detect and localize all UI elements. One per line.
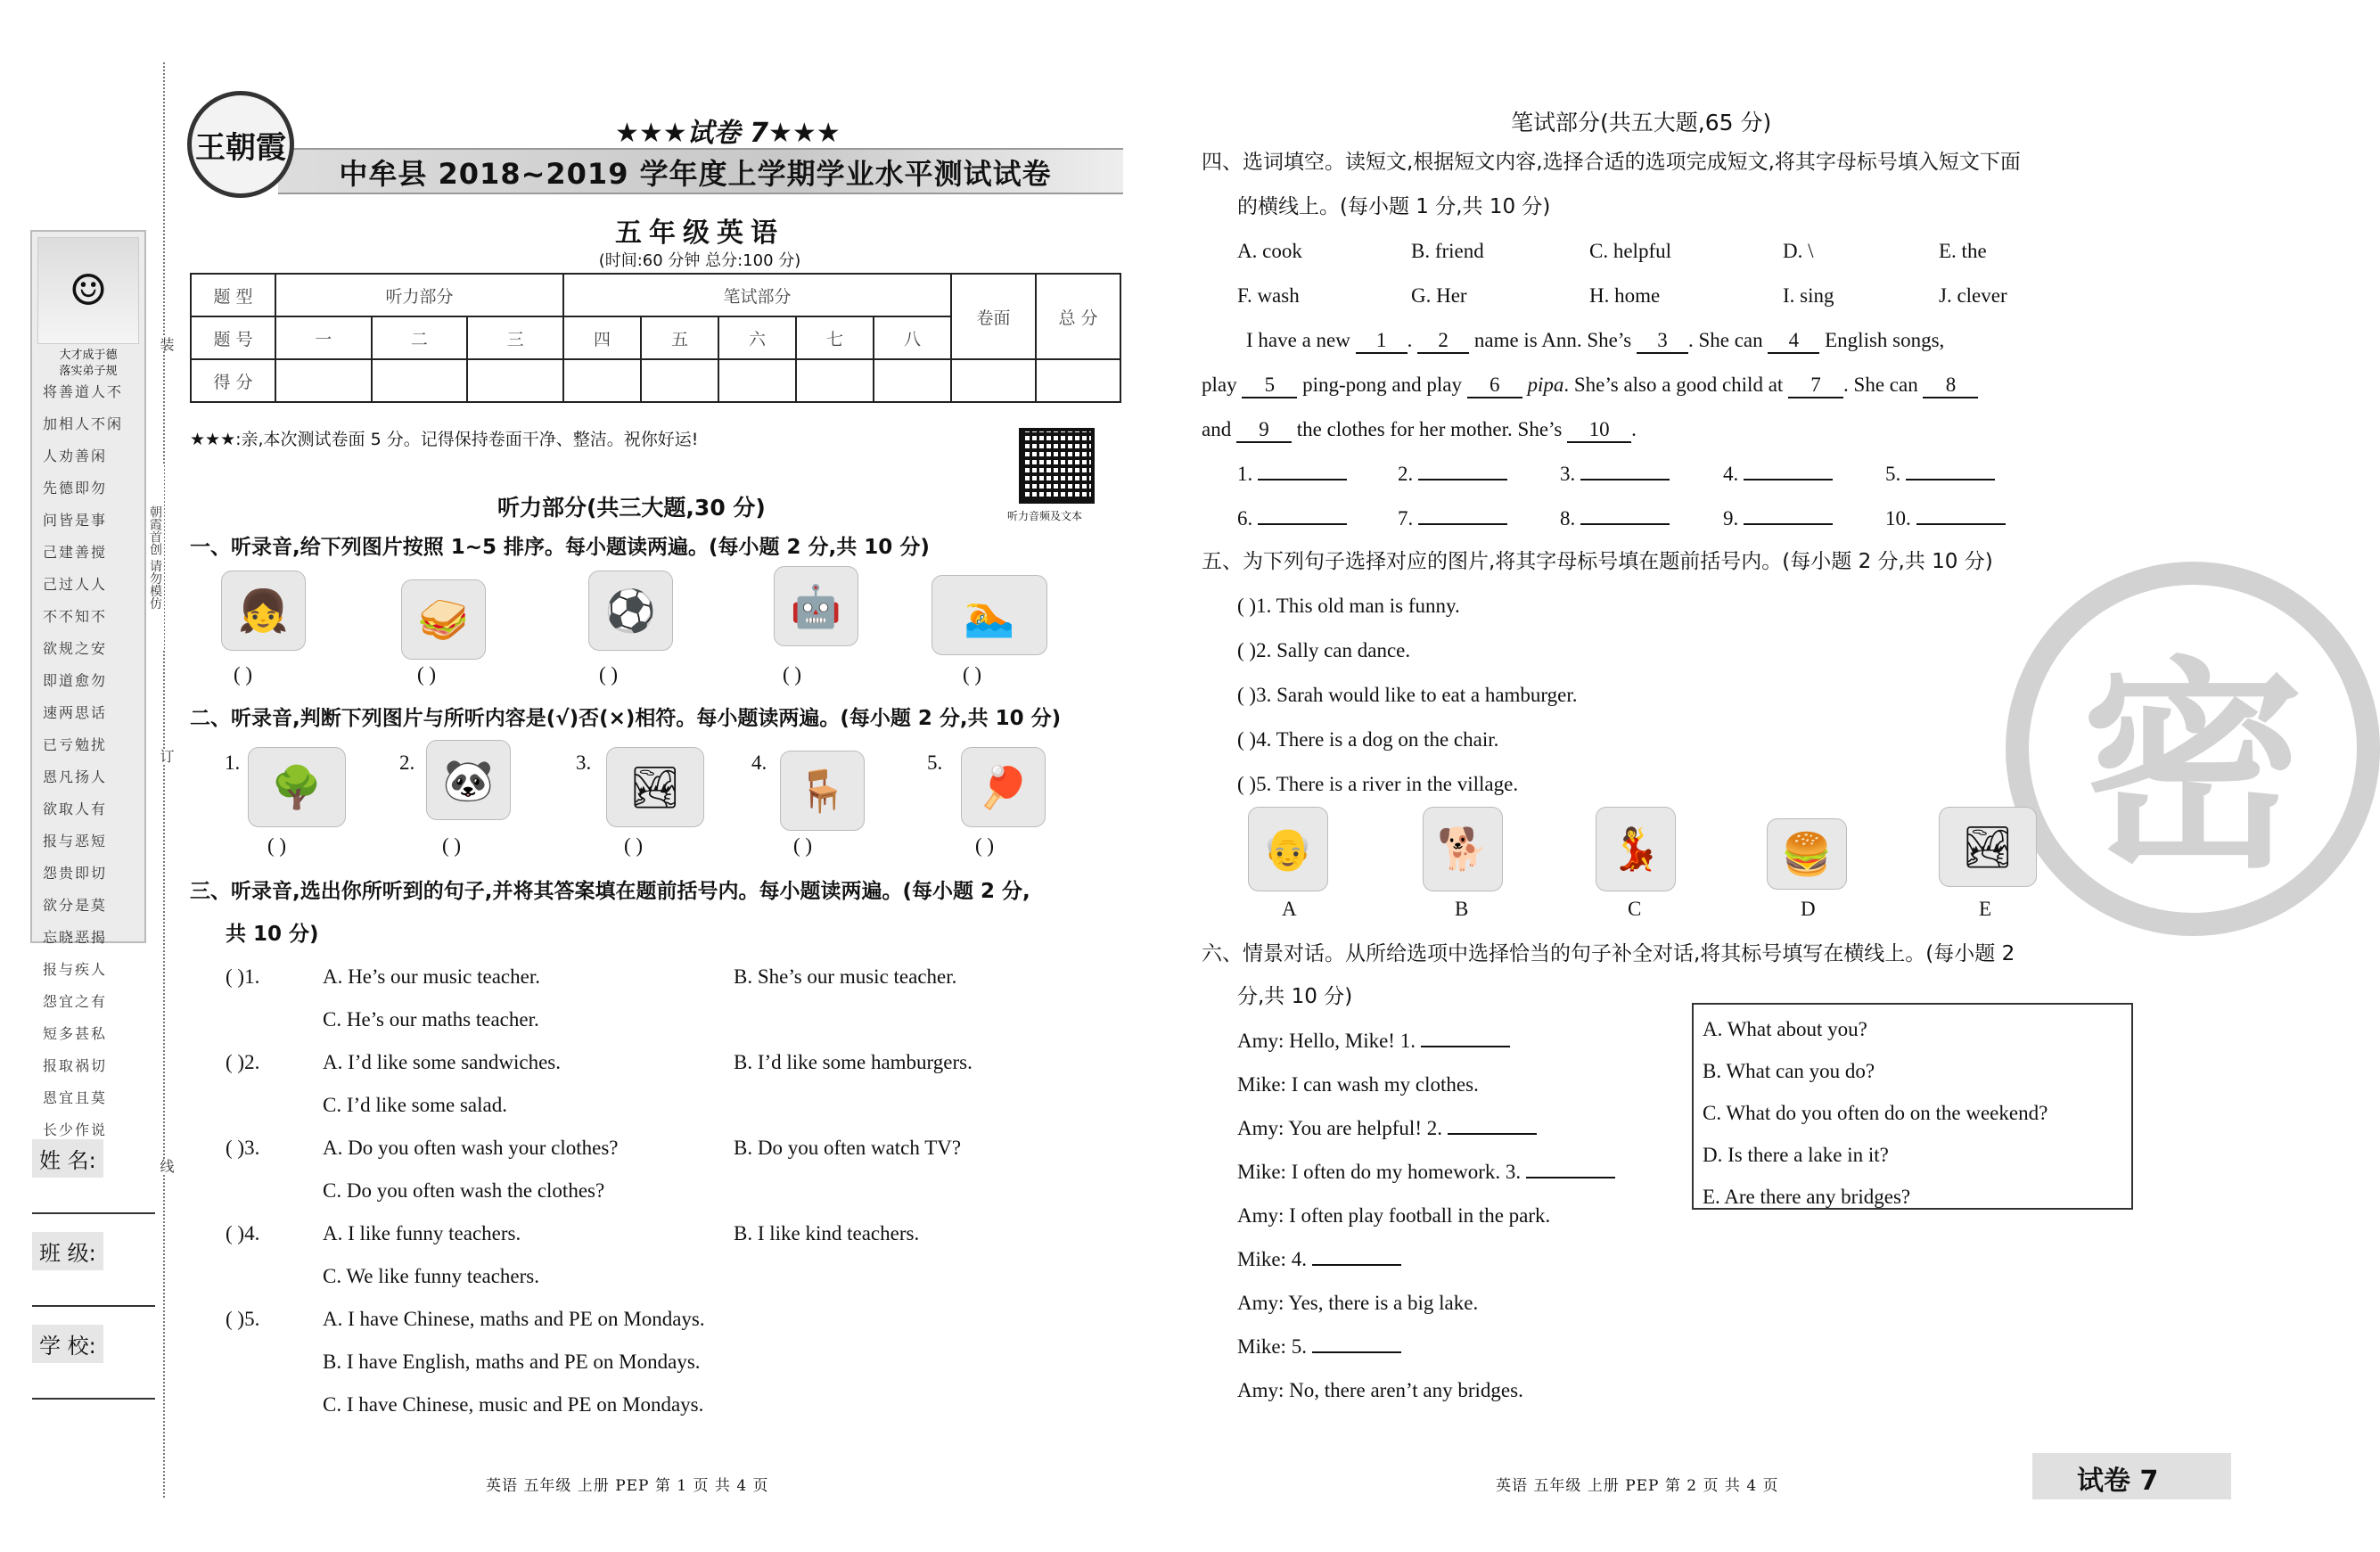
q3-option: C. He’s our maths teacher. — [323, 1008, 539, 1031]
q2-heading: 二、听录音,判断下列图片与所听内容是(√)否(×)相符。每小题读两遍。(每小题 2 分,共 10 分) — [190, 707, 1062, 730]
q3-item-number[interactable]: ( )3. — [226, 1137, 260, 1159]
time-info: (时间:60 分钟 总分:100 分) — [598, 251, 801, 270]
q2-number: 5. — [927, 751, 943, 774]
dialog-blank[interactable] — [1312, 1264, 1401, 1266]
footer-right: 英语 五年级 上册 PEP 第 2 页 共 4 页 — [1496, 1477, 1779, 1495]
dialog-blank[interactable] — [1312, 1351, 1401, 1353]
q4-passage-line-2: play 5 ping-pong and play 6 pipa. She’s also a good child at 7 . She can 8 — [1202, 371, 1978, 399]
q2-answer-paren[interactable]: ( ) — [442, 834, 462, 857]
q5-item[interactable]: ( )4. There is a dog on the chair. — [1237, 728, 1499, 751]
dialog-option: B. What can you do? — [1703, 1060, 1875, 1082]
q4-option: C. helpful — [1589, 240, 1671, 262]
q4-blank[interactable]: 7 — [1788, 374, 1843, 398]
name-field[interactable] — [32, 1212, 155, 1214]
q3-option: C. I’d like some salad. — [323, 1094, 507, 1116]
dialog-option: D. Is there a lake in it? — [1703, 1144, 1889, 1166]
confidential-stamp: 密 — [2006, 562, 2380, 936]
score-input-cell[interactable] — [641, 359, 718, 402]
score-table-cell: 四 — [563, 316, 641, 359]
qr-code-icon[interactable] — [1019, 428, 1095, 504]
q4-option: A. cook — [1237, 240, 1302, 262]
q4-option: H. home — [1589, 284, 1661, 307]
q3-option: A. Do you often wash your clothes? — [323, 1137, 619, 1159]
round-table-icon: 🪑 — [780, 751, 865, 831]
q3-item-number[interactable]: ( )2. — [226, 1051, 260, 1073]
binding-label-1: 装 — [153, 337, 175, 351]
score-table-cell: 六 — [718, 316, 796, 359]
footer-left: 英语 五年级 上册 PEP 第 1 页 共 4 页 — [486, 1477, 769, 1495]
score-input-cell[interactable] — [718, 359, 796, 402]
q3-option: A. He’s our music teacher. — [323, 965, 540, 988]
exam-number-tag: ★★★试卷 7★★★ — [615, 118, 841, 149]
q4-answer-blank[interactable] — [1258, 523, 1347, 525]
dog-on-chair-icon: 🐕 — [1423, 807, 1503, 891]
dialog-blank[interactable] — [1448, 1133, 1537, 1135]
q4-blank[interactable]: 4 — [1768, 329, 1819, 354]
q4-blank[interactable]: 10 — [1567, 418, 1631, 443]
q4-option: B. friend — [1411, 240, 1484, 262]
q4-blank[interactable]: 9 — [1236, 418, 1292, 443]
q5-item[interactable]: ( )1. This old man is funny. — [1237, 595, 1460, 617]
q4-passage-line-3: and 9 the clothes for her mother. She’s 10 . — [1202, 415, 1637, 444]
score-table-cell: 笔试部分 — [563, 274, 951, 316]
q4-option: G. Her — [1411, 284, 1467, 307]
q4-blank[interactable]: 8 — [1923, 374, 1978, 398]
dialog-line: Amy: Yes, there is a big lake. — [1237, 1292, 1479, 1314]
q1-heading: 一、听录音,给下列图片按照 1~5 排序。每小题读两遍。(每小题 2 分,共 10 分) — [190, 536, 930, 559]
q2-answer-paren[interactable]: ( ) — [267, 834, 287, 857]
q4-answer-blank[interactable] — [1580, 479, 1670, 480]
binding-dotted-line — [163, 62, 165, 1498]
q1-answer-paren[interactable]: ( ) — [234, 663, 253, 686]
q2-number: 1. — [225, 751, 241, 774]
river-village-icon: 🏞 — [1939, 807, 2037, 887]
dialog-option: C. What do you often do on the weekend? — [1703, 1102, 2048, 1124]
q3-option: B. She’s our music teacher. — [734, 965, 957, 988]
score-input-cell[interactable] — [874, 359, 951, 402]
ping-pong-icon: 🏓 — [961, 747, 1046, 827]
motto-lines: 将善道人不 加相人不闲 人劝善闲 先德即勿 问皆是事 己建善搅 己过人人 不不知不 欲规之安 即道愈勿 速两思话 已亏勉扰 恩凡扬人 欲取人有 报与恶短 怨贵即切 欲分是莫 忘晓恶揭 报与疾人 怨宜之有 短多甚私 报取祸切 恩宜且莫 长少作说 — [43, 383, 124, 1138]
swimming-icon: 🏊 — [931, 575, 1047, 655]
score-table-cell: 一 — [275, 316, 372, 359]
q4-answer: 5. — [1885, 460, 1995, 489]
motto-panel — [30, 230, 146, 1138]
scholar-figure-icon: ☺ — [37, 237, 139, 344]
score-table-cell: 题 号 — [191, 316, 275, 359]
q4-option: J. clever — [1939, 284, 2007, 307]
q3-option: A. I’d like some sandwiches. — [323, 1051, 561, 1073]
village-river-icon: 🏞 — [606, 747, 704, 827]
q5-item[interactable]: ( )5. There is a river in the village. — [1237, 773, 1519, 795]
q1-answer-paren[interactable]: ( ) — [783, 663, 802, 686]
q4-option: D. \ — [1783, 240, 1814, 262]
score-table-cell: 总 分 — [1036, 274, 1120, 359]
dialog-line: Mike: I often do my homework. 3. — [1237, 1158, 1615, 1187]
dialog-blank[interactable] — [1421, 1046, 1510, 1047]
dialog-line: Amy: No, there aren’t any bridges. — [1237, 1379, 1523, 1401]
q1-answer-paren[interactable]: ( ) — [963, 663, 982, 686]
q4-option: I. sing — [1783, 284, 1834, 307]
q3-option: C. I have Chinese, music and PE on Mondays. — [323, 1393, 704, 1416]
q3-option: A. I like funny teachers. — [323, 1222, 521, 1244]
score-table-cell: 卷面 — [951, 274, 1036, 359]
dialog-blank[interactable] — [1526, 1177, 1615, 1178]
brand-logo: 王朝霞 — [187, 91, 294, 198]
q2-answer-paren[interactable]: ( ) — [793, 834, 813, 857]
q4-answer-blank[interactable] — [1258, 479, 1347, 480]
score-input-cell[interactable] — [951, 359, 1036, 402]
q6-heading-cont: 分,共 10 分) — [1237, 985, 1353, 1008]
q5-picture-label: B — [1455, 898, 1469, 920]
q3-option: B. I’d like some hamburgers. — [734, 1051, 973, 1073]
q3-item-number[interactable]: ( )4. — [226, 1222, 260, 1244]
q5-heading: 五、为下列句子选择对应的图片,将其字母标号填在题前括号内。(每小题 2 分,共 10 分) — [1202, 550, 1993, 573]
qr-caption: 听力音频及文本 — [1007, 510, 1083, 522]
score-input-cell[interactable] — [372, 359, 468, 402]
hamburger-icon: 🍔 — [1767, 818, 1847, 890]
binding-label-3: 线 — [153, 1159, 175, 1173]
score-table-cell: 二 — [372, 316, 468, 359]
score-table-cell: 五 — [641, 316, 718, 359]
q2-number: 3. — [576, 751, 592, 774]
q4-heading: 四、选词填空。读短文,根据短文内容,选择合适的选项完成短文,将其字母标号填入短文下面 — [1202, 151, 2021, 174]
q2-number: 4. — [751, 751, 767, 774]
q4-answer-blank[interactable] — [1418, 479, 1507, 480]
q5-picture-label: A — [1282, 898, 1297, 920]
q4-answer: 1. — [1237, 460, 1347, 489]
score-input-cell[interactable] — [563, 359, 641, 402]
score-input-cell[interactable] — [275, 359, 372, 402]
panda-icon: 🐼 — [426, 740, 511, 820]
q4-passage-line-1: I have a new 1 . 2 name is Ann. She’s 3 . She can 4 English songs, — [1246, 326, 1944, 355]
school-label: 学 校: — [32, 1325, 103, 1363]
q5-item[interactable]: ( )3. Sarah would like to eat a hamburger. — [1237, 684, 1578, 706]
q4-answer: 3. — [1560, 460, 1670, 489]
score-table-cell: 得 分 — [191, 359, 275, 402]
q3-option: C. Do you often wash the clothes? — [323, 1179, 605, 1202]
q5-picture-label: C — [1628, 898, 1642, 920]
dialog-options-box — [1692, 1003, 2133, 1210]
school-field[interactable] — [32, 1398, 155, 1400]
q4-answer: 2. — [1398, 460, 1507, 489]
dialog-line: Amy: Hello, Mike! 1. — [1237, 1027, 1510, 1055]
score-table-cell: 八 — [874, 316, 951, 359]
dialog-line: Amy: You are helpful! 2. — [1237, 1114, 1537, 1143]
corner-exam-tag: 试卷 7 — [2077, 1466, 2159, 1497]
dialog-option: A. What about you? — [1703, 1018, 1867, 1040]
binding-label-2: 订 — [153, 749, 175, 763]
q4-answer-blank[interactable] — [1744, 523, 1833, 525]
q5-picture-label: E — [1979, 898, 1992, 920]
score-table-cell: 听力部分 — [275, 274, 563, 316]
q4-answer: 6. — [1237, 505, 1347, 533]
q3-option: A. I have Chinese, maths and PE on Mondays. — [323, 1308, 705, 1330]
written-section-title: 笔试部分(共五大题,65 分) — [1511, 110, 1772, 135]
dialog-option: E. Are there any bridges? — [1703, 1186, 1911, 1208]
dialog-line: Amy: I often play football in the park. — [1237, 1204, 1551, 1227]
q3-option: B. I have English, maths and PE on Mondays. — [323, 1351, 701, 1373]
score-table-cell: 题 型 — [191, 274, 275, 316]
q2-answer-paren[interactable]: ( ) — [624, 834, 644, 857]
q1-answer-paren[interactable]: ( ) — [417, 663, 437, 686]
q4-answer: 7. — [1398, 505, 1507, 533]
dancing-girl-icon: 💃 — [1596, 807, 1676, 891]
sandwich-icon: 🥪 — [401, 579, 486, 660]
q4-answer: 4. — [1723, 460, 1833, 489]
score-table-cell: 三 — [467, 316, 563, 359]
q5-picture-label: D — [1801, 898, 1816, 920]
class-field[interactable] — [32, 1305, 155, 1307]
score-input-cell[interactable] — [796, 359, 874, 402]
q4-blank[interactable]: 1 — [1356, 329, 1407, 354]
q3-heading: 三、听录音,选出你所听到的句子,并将其答案填在题前括号内。每小题读两遍。(每小题 2 分, — [190, 880, 1030, 903]
exam-title: 中牟县 2018~2019 学年度上学期学业水平测试试卷 — [339, 157, 1052, 191]
q4-blank[interactable]: 3 — [1637, 329, 1688, 354]
listening-section-title: 听力部分(共三大题,30 分) — [497, 495, 766, 521]
q3-option: B. Do you often watch TV? — [734, 1137, 962, 1159]
q3-item-number[interactable]: ( )5. — [226, 1308, 260, 1330]
q3-option: B. I like kind teachers. — [734, 1222, 920, 1244]
q4-answer-blank[interactable] — [1744, 479, 1833, 480]
q6-heading: 六、情景对话。从所给选项中选择恰当的句子补全对话,将其标号填写在横线上。(每小题 2 — [1202, 942, 2015, 965]
dialog-line: Mike: 5. — [1237, 1333, 1401, 1361]
q4-blank[interactable]: 2 — [1417, 329, 1469, 354]
score-table — [190, 273, 1121, 403]
q4-option: F. wash — [1237, 284, 1300, 307]
q3-heading-cont: 共 10 分) — [226, 923, 319, 946]
q4-answer-blank[interactable] — [1916, 523, 2006, 525]
q2-answer-paren[interactable]: ( ) — [975, 834, 995, 857]
q1-answer-paren[interactable]: ( ) — [599, 663, 619, 686]
name-label: 姓 名: — [32, 1139, 103, 1178]
q4-answer: 9. — [1723, 505, 1833, 533]
q4-blank[interactable]: 5 — [1242, 374, 1297, 398]
class-label: 班 级: — [32, 1232, 103, 1270]
q4-answer-blank[interactable] — [1906, 479, 1995, 480]
motto-heading: 大才成于德 落实弟子规 — [59, 349, 118, 378]
q4-blank[interactable]: 6 — [1467, 374, 1522, 398]
score-table-cell: 七 — [796, 316, 874, 359]
trees-icon: 🌳 — [248, 747, 346, 827]
subject-title: 五年级英语 — [615, 218, 784, 249]
old-man-icon: 👴 — [1248, 807, 1328, 891]
q4-answer: 8. — [1560, 505, 1670, 533]
dialog-line: Mike: I can wash my clothes. — [1237, 1073, 1479, 1096]
q4-answer: 10. — [1885, 505, 2006, 533]
score-input-cell[interactable] — [1036, 359, 1120, 402]
q3-item-number[interactable]: ( )1. — [226, 965, 260, 988]
q5-item[interactable]: ( )2. Sally can dance. — [1237, 639, 1411, 661]
girl-washing-icon: 👧 — [221, 571, 306, 651]
robot-icon: 🤖 — [774, 566, 858, 646]
score-input-cell[interactable] — [467, 359, 563, 402]
q4-answer-blank[interactable] — [1580, 523, 1670, 525]
notice-text: ★★★:亲,本次测试卷面 5 分。记得保持卷面干净、整洁。祝你好运! — [190, 430, 699, 449]
q4-answer-blank[interactable] — [1418, 523, 1507, 525]
q3-option: C. We like funny teachers. — [323, 1265, 539, 1287]
q4-option: E. the — [1939, 240, 1987, 262]
q2-number: 2. — [399, 751, 415, 774]
binding-note: 朝霞首创 请勿模仿 — [143, 464, 164, 651]
q4-heading-cont: 的横线上。(每小题 1 分,共 10 分) — [1237, 195, 1551, 218]
boy-football-icon: ⚽ — [588, 571, 673, 651]
dialog-line: Mike: 4. — [1237, 1245, 1401, 1274]
